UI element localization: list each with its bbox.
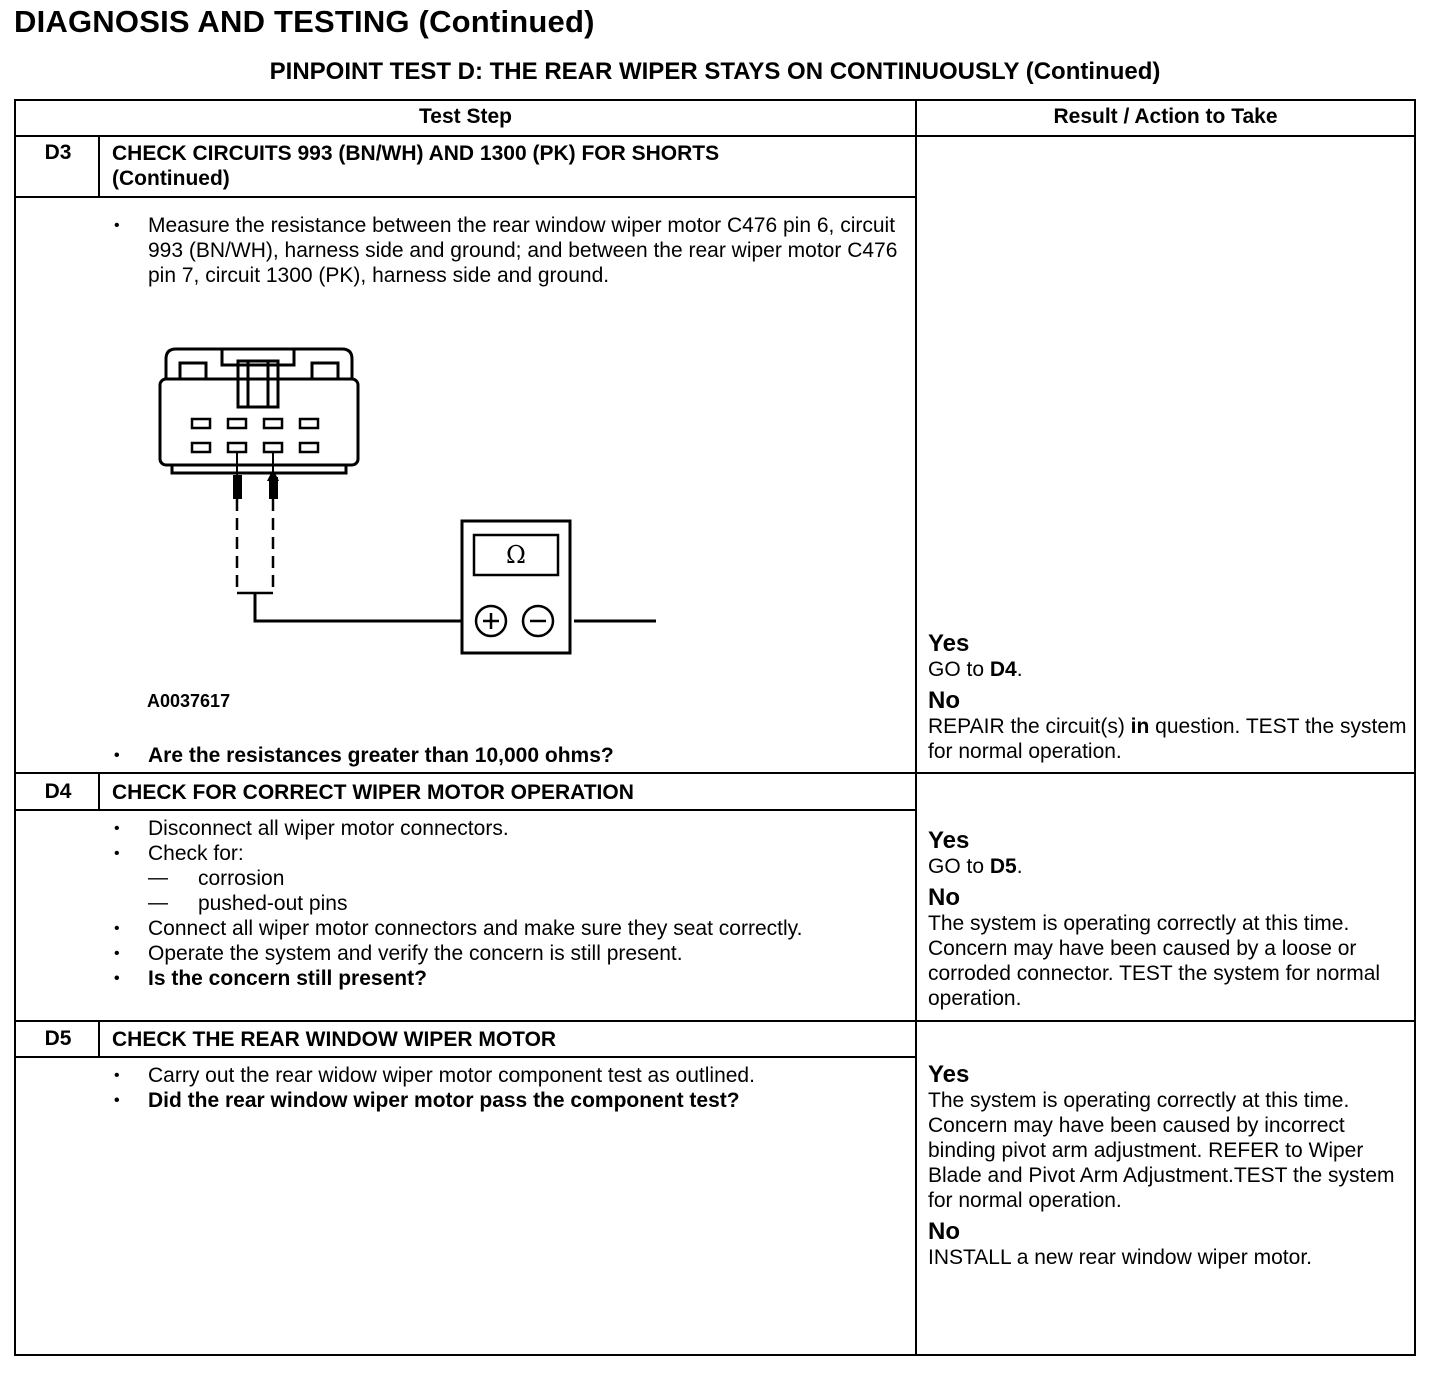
d3-question: • Are the resistances greater than 10,000 ohms? [110, 743, 900, 768]
d3-row-divider [16, 772, 1414, 774]
d5-yes-action: The system is operating correctly at this time. Concern may have been caused by incorrect binding pivot arm adjustment. REFER to Wiper Blade and Pivot Arm Adjustment.TEST the system for normal operation. [928, 1089, 1395, 1212]
d4-dash-corrosion: — corrosion [110, 866, 900, 891]
d3-no-label: No [928, 687, 960, 714]
d5-no-action: INSTALL a new rear window wiper motor. [928, 1246, 1312, 1269]
d4-yes-prefix: GO to [928, 855, 990, 878]
figure-code: A0037617 [147, 691, 231, 711]
d4-instructions [110, 816, 900, 991]
d3-bullet-measure: • Measure the resistance between the rear window wiper motor C476 pin 6, circuit 993 (BN/WH), harness side and ground; and between the rear wiper motor C476 pin 7, circuit 1300 (PK), harness side and ground. [110, 213, 900, 288]
header-test-step: Test Step [419, 105, 512, 128]
d3-no-action [928, 714, 1408, 764]
d5-bullet-carry-out: • Carry out the rear widow wiper motor component test as outlined. [110, 1063, 900, 1088]
d4-dash-pushed-out: — pushed-out pins [110, 891, 900, 916]
ohmmeter [462, 521, 570, 653]
step-title-d4: CHECK FOR CORRECT WIPER MOTOR OPERATION [112, 781, 634, 804]
d3-question-list [110, 743, 900, 768]
step-id-d3: D3 [44, 141, 72, 164]
d5-instructions [110, 1063, 900, 1113]
d4-yes-suffix: . [1016, 855, 1023, 878]
d3-yes-target: D4 [989, 658, 1017, 681]
d4-bullet-disconnect: • Disconnect all wiper motor connectors. [110, 816, 900, 841]
d4-no-action: The system is operating correctly at this time. Concern may have been caused by a loose or corroded connector. TEST the system for normal operation. [928, 912, 1381, 1010]
d4-title-divider [16, 809, 916, 811]
d5-title-divider [16, 1056, 916, 1058]
d4-yes-action [928, 854, 1408, 879]
ohmmeter-symbol: Ω [506, 541, 526, 569]
header-result-action: Result / Action to Take [1053, 105, 1278, 128]
step-title-d3-line1: CHECK CIRCUITS 993 (BN/WH) AND 1300 (PK) FOR SHORTS [112, 142, 720, 165]
d3-no-part-c: question. TEST the system for normal operation. [928, 715, 1407, 763]
connector-pin-cavities [192, 419, 318, 452]
d3-title-divider [16, 196, 916, 198]
d4-bullet-operate: • Operate the system and verify the concern is still present. [110, 941, 900, 966]
d3-instructions [110, 213, 900, 288]
pinpoint-test-title: PINPOINT TEST D: THE REAR WIPER STAYS ON CONTINUOUSLY (Continued) [269, 58, 1161, 85]
d4-row-divider [16, 1020, 1414, 1022]
d5-question: • Did the rear window wiper motor pass the component test? [110, 1088, 900, 1113]
d5-result [928, 1062, 1408, 1270]
d4-no-label: No [928, 884, 960, 911]
column-divider [915, 101, 917, 1354]
connector-c476 [160, 349, 358, 473]
d3-yes-suffix: . [1016, 658, 1023, 681]
d4-yes-label: Yes [928, 827, 970, 854]
d3-yes-label: Yes [928, 630, 970, 657]
d4-question: • Is the concern still present? [110, 966, 900, 991]
d3-yes-prefix: GO to [928, 658, 990, 681]
d5-no-label: No [928, 1218, 960, 1245]
test-leads [255, 593, 656, 645]
d4-result [928, 828, 1408, 1011]
d4-bullet-check: • Check for: [110, 841, 900, 866]
d3-result [928, 631, 1408, 764]
step-title-d3 [112, 141, 892, 191]
step-id-d4: D4 [44, 780, 72, 803]
d5-yes-label: Yes [928, 1061, 970, 1088]
step-title-d5: CHECK THE REAR WINDOW WIPER MOTOR [112, 1028, 557, 1051]
step-id-d5: D5 [44, 1027, 72, 1050]
d4-yes-target: D5 [989, 855, 1017, 878]
d3-no-part-b: in [1130, 715, 1150, 738]
d3-no-part-a: REPAIR the circuit(s) [928, 715, 1131, 738]
connector-ohmmeter-diagram [136, 333, 656, 683]
step-title-d3-line2: (Continued) [112, 167, 230, 190]
d4-bullet-connect: • Connect all wiper motor connectors and make sure they seat correctly. [110, 916, 900, 941]
pinpoint-test-table [14, 99, 1416, 1356]
page-heading: DIAGNOSIS AND TESTING (Continued) [14, 4, 595, 39]
header-divider [16, 135, 1414, 137]
d3-yes-action [928, 657, 1408, 682]
